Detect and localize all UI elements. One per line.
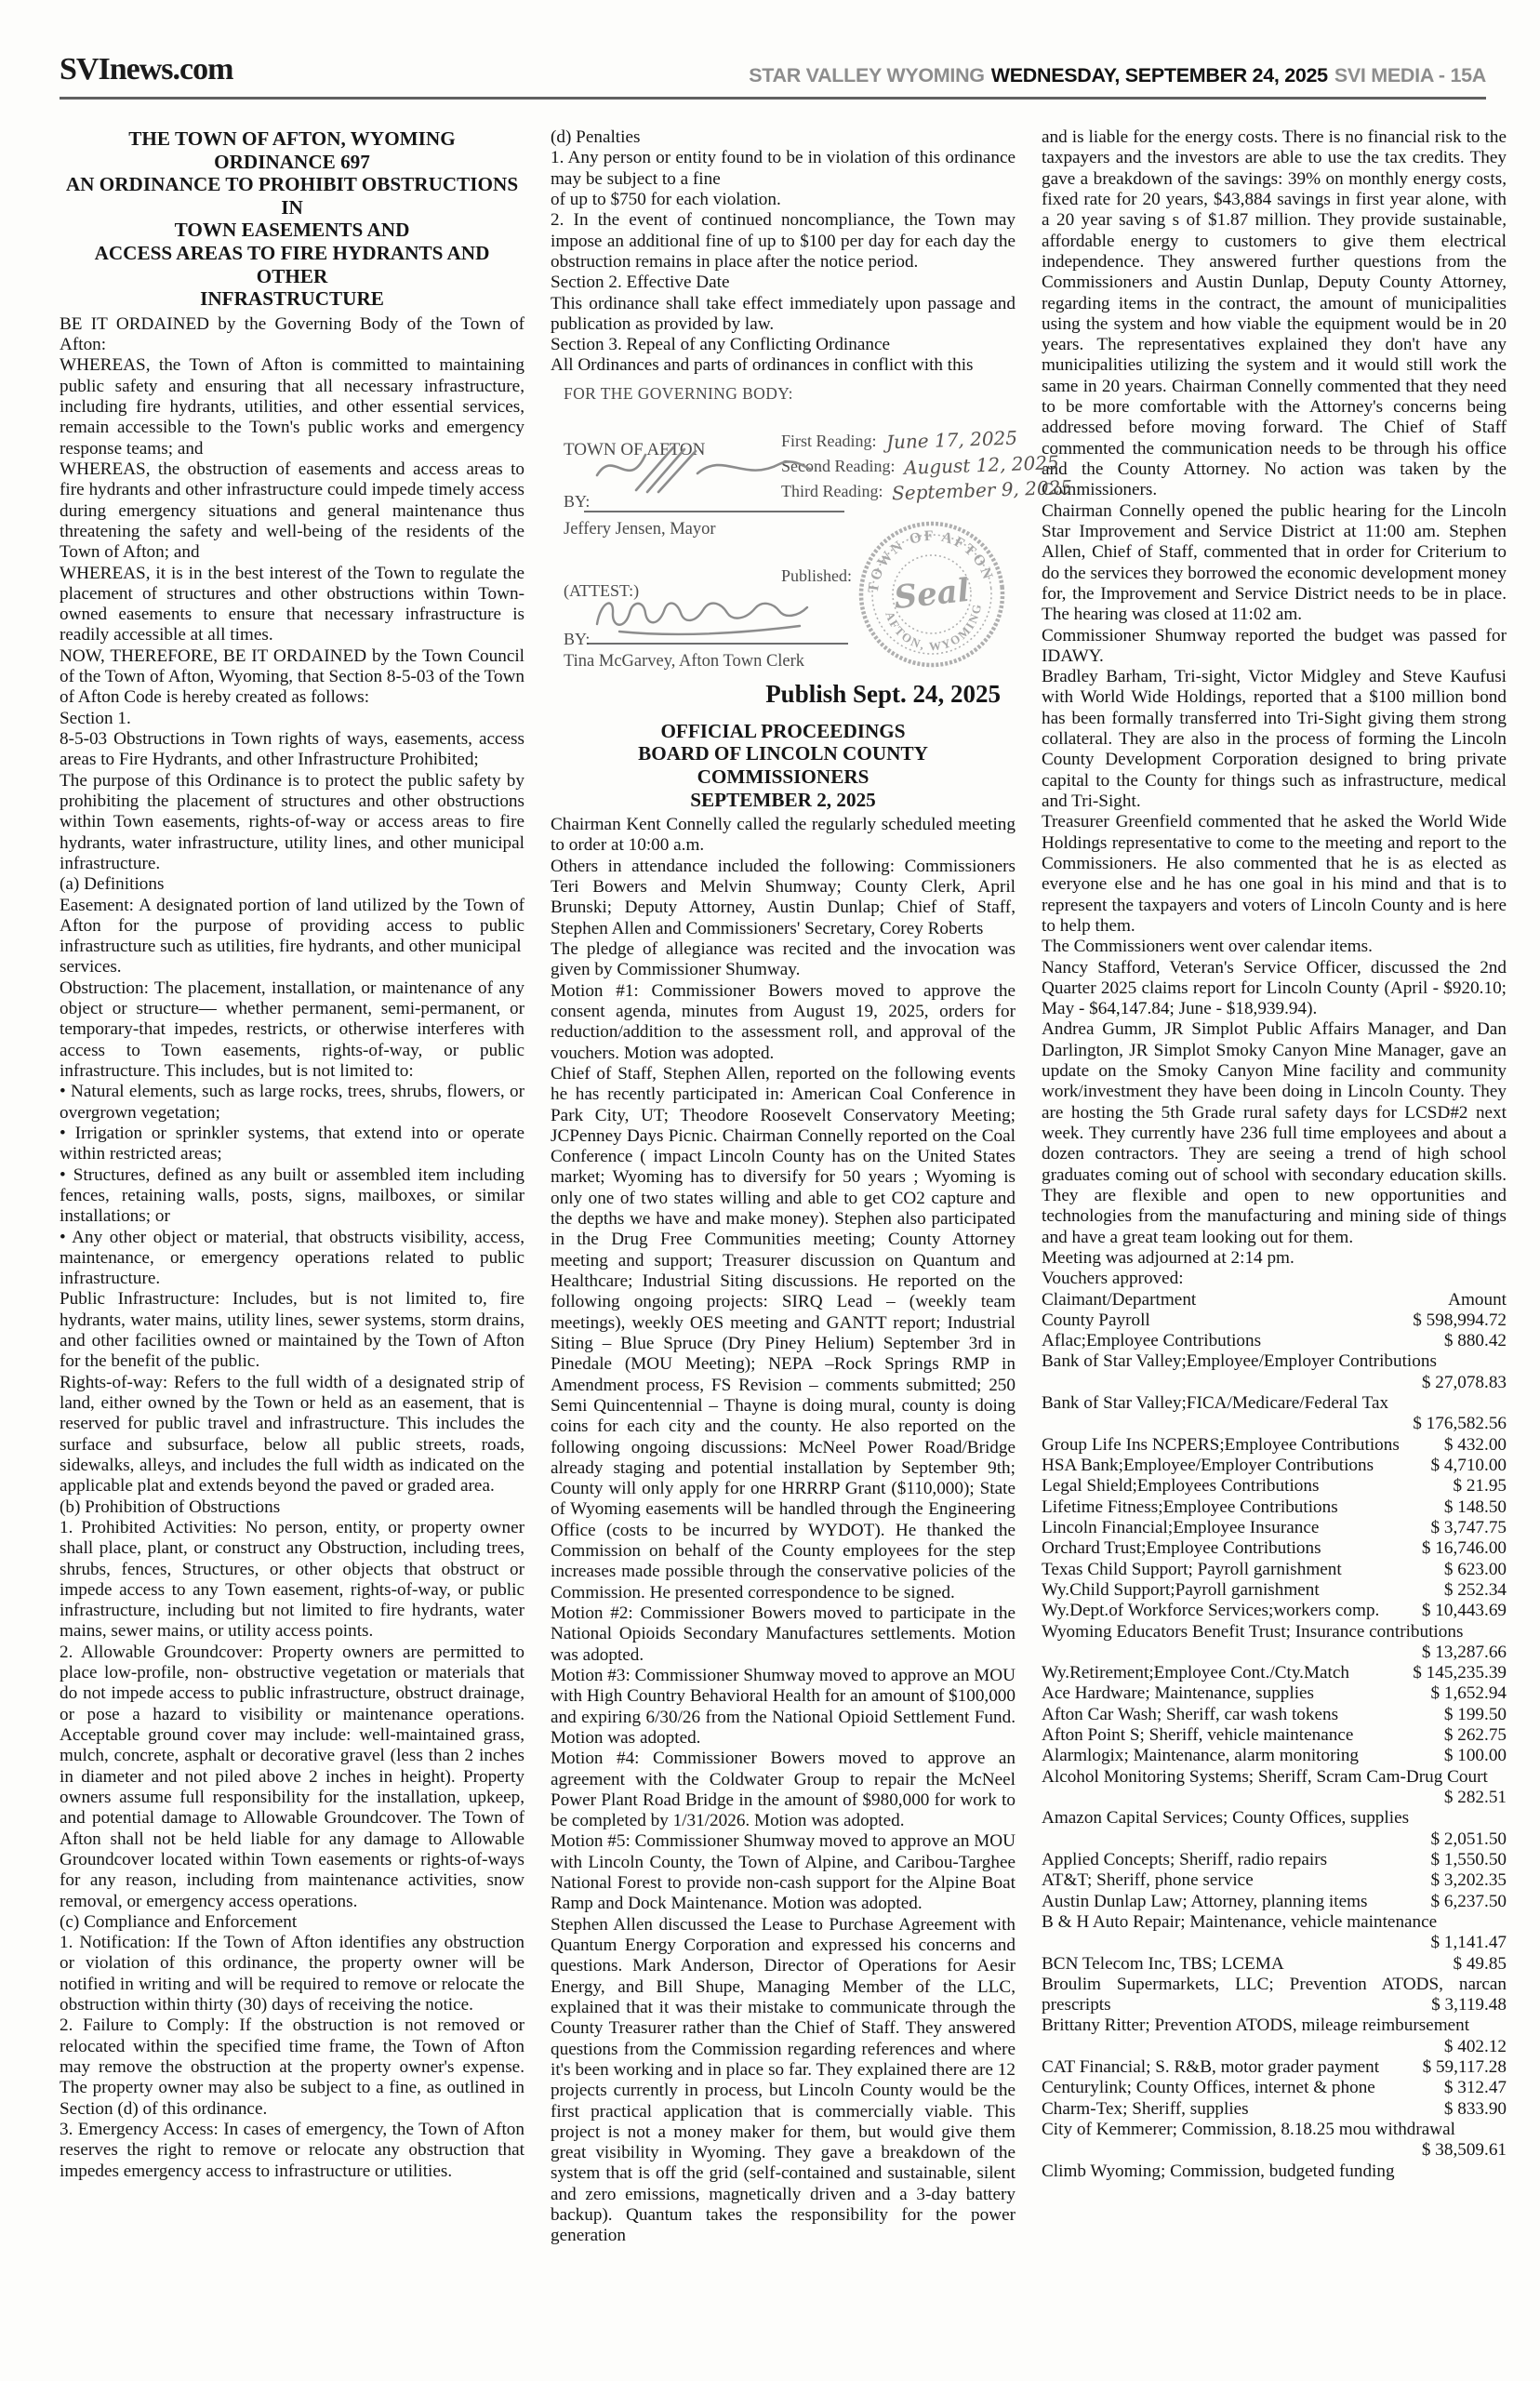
ordinance-paragraph: 2. Failure to Comply: If the obstruction is not removed or relocated within the specified time frame, the Town of Afton may remove the obstruction at the property owner's expense. The property owner may also be subject to a fine, as outlined in Section (d) of this ordinance. [60, 2015, 524, 2119]
ordinance-paragraph: (a) Definitions [60, 874, 165, 895]
voucher-amount: $ 432.00 [1443, 1434, 1507, 1455]
voucher-claimant: City of Kemmerer; Commission, 8.18.25 mou withdrawal [1042, 2120, 1455, 2139]
ordinance-paragraph: Easement: A designated portion of land utilized by the Town of Afton for the purpose of providing access to public infrastructure such as utilities, fire hydrants, and other municipal [60, 895, 524, 957]
proceedings-paragraph: Others in attendance included the following: Commissioners Teri Bowers and Melvin Shumway; County Clerk, April Brunski; Deputy Attorney, Austin Dunlap; Chief of Staff, Stephen Allen and Commissioners' Secretary, Corey Roberts [551, 856, 1016, 938]
proceedings-paragraph: Motion #2: Commissioner Bowers moved to participate in the National Opioids Secondary Manufactures settlements. Motion was adopted. [551, 1603, 1016, 1665]
column-middle [551, 127, 1073, 2247]
voucher-row [1042, 1975, 1507, 2016]
reading-label: Third Reading: [781, 481, 883, 500]
penalties-paragraph: (d) Penalties [551, 127, 641, 147]
mayor-signature-line [584, 511, 844, 512]
ordinance-paragraph: 3. Emergency Access: In cases of emergency, the Town of Afton reserves the right to remove or relocate any obstruction that impedes emergency access to infrastructure or utilities. [60, 2119, 524, 2181]
ordinance-paragraph: WHEREAS, it is in the best interest of the Town to regulate the placement of structures and other obstructions within Town-owned easements to ensure that necessary infrastructure is readily accessible at all times. [60, 563, 524, 645]
voucher-claimant: Alcohol Monitoring Systems; Sheriff, Scram Cam-Drug Court [1042, 1766, 1488, 1787]
voucher-amount: $ 2,051.50 [1430, 1829, 1507, 1849]
reading-row [781, 426, 1073, 454]
voucher-amount: $ 880.42 [1443, 1331, 1507, 1351]
proceedings-paragraph: Motion #4: Commissioner Bowers moved to approve an agreement with the Coldwater Group to repair the McNeel Power Plant Road Bridge in the amount of $980,000 for work to be completed by 1/31/2026. Motion was adopted. [551, 1749, 1016, 1831]
ordinance-paragraph: WHEREAS, the obstruction of easements and access areas to fire hydrants and other infrastructure could impede timely access during emergency situations and general maintenance thus threatening the safety and well-being of the residents of the Town of Afton; and [60, 459, 524, 563]
voucher-claimant: BCN Telecom Inc, TBS; LCEMA [1042, 1953, 1284, 1974]
proceedings-paragraph: Chairman Kent Connelly called the regularly scheduled meeting to order at 10:00 a.m. [551, 815, 1016, 856]
ordinance-body [60, 314, 524, 2182]
penalties-paragraph: 2. In the event of continued noncompliance, the Town may impose an additional fine of up to $100 per day for each day the obstruction remains in place after the notice period. [551, 210, 1016, 272]
ordinance-paragraph: • Any other object or material, that obstructs visibility, access, maintenance, or emergency operations related to public infrastructure. [60, 1227, 524, 1289]
reading-label: First Reading: [781, 431, 877, 450]
voucher-amount: $ 199.50 [1443, 1704, 1507, 1724]
voucher-row [1042, 1705, 1507, 1725]
voucher-claimant: Brittany Ritter; Prevention ATODS, mileage reimbursement [1042, 2015, 1470, 2036]
proceedings-paragraph: Stephen Allen discussed the Lease to Purchase Agreement with Quantum Energy Corporation and expressed his concerns and questions. Mark Anderson, Director of Operations for Aesir Energy, and Bill Shupe, Managing Member of the LLC, explained that it was their mistake to communicate through the County Treasurer rather than the Chief of Staff. They answered questions from the Commission regarding references and where it's been working and in place so far. They explained there are 12 projects currently in process, but Lincoln County would be the first practical application that is commercially viable. This project is not a money maker for them, but would give them great visibility in Wyoming. They gave a breakdown of the system that is off the grid (self-contained and sustainable, silent and zero emissions, magnetically driven and a 3-day battery backup). Quantum takes the responsibility for the power generation [551, 1914, 1016, 2246]
voucher-row [1042, 1456, 1507, 1476]
reading-row [781, 475, 1073, 505]
proceedings-paragraph: Bradley Barham, Tri-sight, Victor Midgley and Steve Kaufusi with World Wide Holdings, reported that a $100 million bond has been formally transferred into Tri-Sight giving them strong collateral. They are also in the process of forming the Lincoln County Development Corporation designed to bring private capital to the County for things such as infrastructure, medical and Tri-Sight. [1042, 667, 1507, 811]
reading-value: June 17, 2025 [885, 426, 1017, 454]
voucher-claimant: HSA Bank;Employee/Employer Contributions [1042, 1456, 1374, 1475]
voucher-row [1042, 1538, 1507, 1559]
proceedings-paragraph: Motion #5: Commissioner Shumway moved to approve an MOU with Lincoln County, the Town of Alpine, and Caribou-Targhee National Forest to provide non-cash support for the Alpine Boat Ramp and Dock Maintenance. Motion was adopted. [551, 1831, 1016, 1914]
voucher-amount: $ 4,710.00 [1430, 1456, 1507, 1475]
voucher-amount: $ 13,287.66 [1421, 1642, 1507, 1662]
mayor-signature-icon [588, 442, 820, 501]
voucher-row [1042, 1393, 1507, 1435]
voucher-amount: $ 176,582.56 [1413, 1414, 1507, 1434]
published-label: Published: [781, 565, 853, 585]
ordinance-paragraph: (b) Prohibition of Obstructions [60, 1496, 281, 1517]
voucher-claimant: Texas Child Support; Payroll garnishment [1042, 1559, 1342, 1579]
voucher-amount: $ 282.51 [1443, 1788, 1507, 1807]
voucher-row [1042, 1663, 1507, 1683]
voucher-amount: $ 623.00 [1443, 1559, 1507, 1579]
voucher-row [1042, 2078, 1507, 2098]
penalties-paragraph: 1. Any person or entity found to be in violation of this ordinance may be subject to a fine [551, 148, 1016, 189]
ordinance-paragraph: 2. Allowable Groundcover: Property owners are permitted to place low-profile, non- obstructive vegetation or materials that do not impede access to public infrastructure, obstruct drainage, or pose a hazard to visibility or maintenance operations. Acceptable ground cover may include: well-maintained grass, mulch, concrete, asphalt or decorative gravel (less than 2 inches in diameter and not piled above 2 inches in height). Property owners assume full responsibility for the installation, upkeep, and potential damage to Allowable Groundcover. The Town of Afton shall not be held liable for any damage to Allowable Groundcover located within Town easements or rights-of-ways for any reason, including from maintenance activities, snow removal, or emergency access operations. [60, 1642, 524, 1911]
page-header [60, 52, 1486, 87]
ordinance-paragraph: The purpose of this Ordinance is to protect the public safety by prohibiting the placement of structures and other obstructions within Town easements, rights-of-way or access areas to fire hydrants, water infrastructure, utility lines, and other municipal infrastructure. [60, 770, 524, 873]
penalties-paragraph: of up to $750 for each violation. [551, 189, 781, 209]
proceedings-paragraph: Motion #1: Commissioner Bowers moved to approve the consent agenda, minutes from August 19, 2025, orders for reduction/addition to the assessment roll, and approval of the vouchers. Motion was adopted. [551, 980, 1016, 1063]
voucher-claimant: AT&T; Sheriff, phone service [1042, 1870, 1254, 1891]
ordinance-title-line: TOWN EASEMENTS AND [174, 219, 410, 242]
voucher-row [1042, 2120, 1507, 2162]
voucher-claimant: Centurylink; County Offices, internet & phone [1042, 2078, 1375, 2098]
ordinance-paragraph: Section 1. [60, 708, 131, 728]
ordinance-paragraph: 8-5-03 Obstructions in Town rights of ways, easements, access areas to Fire Hydrants, and other Infrastructure Prohibited; [60, 729, 524, 770]
ordinance-paragraph: Public Infrastructure: Includes, but is not limited to, fire hydrants, water mains, utility lines, sewer systems, storm drains, and other facilities owned or maintained by the Town of Afton for the benefit of the public. [60, 1289, 524, 1372]
voucher-row [1042, 1746, 1507, 1766]
proceedings-paragraph: Chairman Connelly opened the public hearing for the Lincoln Star Improvement and Service District at 11:00 am. Stephen Allen, Chief of Staff, commented that in order for Criterium to do the services they borrowed the economic development money for, the Improvement and Service District needs to be in place. The hearing was closed at 11:02 am. [1042, 500, 1507, 625]
ordinance-paragraph: services. [60, 957, 122, 978]
ordinance-title-line: INFRASTRUCTURE [200, 287, 384, 311]
seal-bottom-text: AFTON, WYOMING [883, 601, 985, 654]
voucher-claimant: Ace Hardware; Maintenance, supplies [1042, 1683, 1315, 1704]
voucher-row [1042, 1892, 1507, 1912]
voucher-claimant: Afton Car Wash; Sheriff, car wash tokens [1042, 1704, 1339, 1724]
voucher-row [1042, 1476, 1507, 1496]
proceedings-paragraph: Motion #3: Commissioner Shumway moved to approve an MOU with High Country Behavioral Health for an amount of $100,000 and expiring 6/30/26 from the National Opioid Settlement Fund. Motion was adopted. [551, 1665, 1016, 1748]
proceedings-paragraph: Meeting was adjourned at 2:14 pm. [1042, 1247, 1294, 1268]
voucher-amount: $ 145,235.39 [1413, 1663, 1507, 1683]
attest-label: (ATTEST:) [564, 580, 640, 600]
voucher-claimant: Lincoln Financial;Employee Insurance [1042, 1517, 1320, 1537]
voucher-amount: $ 16,746.00 [1421, 1538, 1507, 1559]
voucher-claimant: County Payroll [1042, 1310, 1150, 1330]
voucher-claimant: Applied Concepts; Sheriff, radio repairs [1042, 1849, 1328, 1869]
voucher-claimant: Afton Point S; Sheriff, vehicle maintenance [1042, 1725, 1354, 1746]
proceedings-paragraph: The pledge of allegiance was recited and the invocation was given by Commissioner Shumway. [551, 939, 1016, 980]
voucher-claimant: Legal Shield;Employees Contributions [1042, 1476, 1320, 1496]
voucher-row [1042, 2099, 1507, 2120]
voucher-row [1042, 1310, 1507, 1331]
voucher-amount: $ 3,119.48 [1431, 1995, 1507, 2015]
voucher-row [1042, 1518, 1507, 1538]
voucher-amount: $ 59,117.28 [1422, 2057, 1507, 2078]
voucher-row [1042, 1683, 1507, 1704]
proceedings-paragraph: Treasurer Greenfield commented that he asked the World Wide Holdings representative to come to the meeting and report to the Commissioners. He also commented that he is as elected as everyone else and he has one goal in his mind and that is to represent the taxpayers and voters of Lincoln County and is here to help them. [1042, 812, 1507, 936]
voucher-claimant: Wy.Retirement;Employee Cont./Cty.Match [1042, 1663, 1350, 1683]
voucher-claimant: Lifetime Fitness;Employee Contributions [1042, 1496, 1338, 1517]
voucher-claimant: Alarmlogix; Maintenance, alarm monitoring [1042, 1746, 1360, 1766]
voucher-claimant: Broulim Supermarkets, LLC; Prevention ATODS, narcan prescripts [1042, 1974, 1507, 2015]
proceedings-paragraph: Nancy Stafford, Veteran's Service Officer, discussed the 2nd Quarter 2025 claims report for Lincoln County (April - $920.10; May - $64,147.84; June - $18,939.94). [1042, 957, 1507, 1019]
ordinance-paragraph: NOW, THEREFORE, BE IT ORDAINED by the Town Council of the Town of Afton, Wyoming, that Section 8-5-03 of the Town of Afton Code is hereby created as follows: [60, 645, 524, 708]
voucher-header-name: Claimant/Department [1042, 1289, 1197, 1310]
seal-center-text: Seal [892, 571, 972, 617]
voucher-claimant: Wy.Child Support;Payroll garnishment [1042, 1579, 1320, 1600]
ordinance-paragraph: 1. Prohibited Activities: No person, entity, or property owner shall place, plant, or construct any Obstruction, including trees, shrubs, fences, Structures, or other objects that obstruct or impede access to any Town easement, rights-of-way, or public infrastructure, including but not limited to fire hydrants, water mains, sewer mains, or utility access points. [60, 1517, 524, 1642]
voucher-row [1042, 1497, 1507, 1518]
voucher-row [1042, 1912, 1507, 1954]
proceedings-paragraph: Andrea Gumm, JR Simplot Public Affairs Manager, and Dan Darlington, JR Simplot Smoky Canyon Mine Manager, gave an update on the Smoky Canyon Mine facility and community work/investment they have been doing in Lincoln County. They are hosting the 5th Grade rural safety days for LCSD#2 next week. They currently have 236 full time employees and about a dozen contractors. They are seeing a trend of high school graduates coming out of school with secondary education skills. They are flexible and open to new opportunities and technologies from the manufacturing and mining side of things and have a great team looking out for them. [1042, 1019, 1507, 1247]
voucher-row [1042, 1808, 1507, 1850]
voucher-row [1042, 1601, 1507, 1621]
columns [60, 127, 1507, 2247]
proceedings-title [551, 720, 1016, 811]
voucher-row [1042, 1870, 1507, 1891]
voucher-amount: $ 1,550.50 [1430, 1849, 1507, 1869]
seal-top-text: TOWN OF AFTON [865, 527, 997, 594]
voucher-amount [1499, 2162, 1507, 2182]
voucher-claimant: Wyoming Educators Benefit Trust; Insurance contributions [1042, 1621, 1464, 1642]
voucher-row [1042, 1954, 1507, 1975]
voucher-list [1042, 1310, 1507, 2182]
ordinance-title-line: ORDINANCE 697 [214, 150, 370, 173]
by-label-mayor: BY: [564, 491, 591, 511]
voucher-amount: $ 252.34 [1443, 1579, 1507, 1600]
voucher-claimant: Wy.Dept.of Workforce Services;workers comp. [1042, 1601, 1380, 1621]
reading-row [781, 450, 1073, 479]
clerk-name: Tina McGarvey, Afton Town Clerk [564, 651, 805, 671]
proceedings-paragraph: and is liable for the energy costs. There is no financial risk to the taxpayers and the investors are able to use the tax credits. They gave a breakdown of the savings: 39% on monthly energy costs, fixed rate for 20 years, $43,884 savings in first year alone, with a 20 year saving s of $1.87 million. They provide sustainable, affordable energy to customers to give them electrical independence. They answered further questions from the Commissioners and Austin Dunlap, Deputy County Attorney, regarding items in the contract, the amount of municipalities using the system and how viable the equipment would be in 20 years. The representatives explained they don't have any municipalities utilizing the system and it would still work the same in 20 years. Chairman Connelly commented that they need to be more comfortable with the Attorney's concerns being addressed before moving forward. The Chief of Staff commented the communication needs to be through his office and the County Attorney. No action was taken by the Commissioners. [1042, 127, 1507, 500]
proceedings-paragraph: The Commissioners went over calendar items. [1042, 937, 1373, 957]
issue-date: WEDNESDAY, SEPTEMBER 24, 2025 [990, 64, 1328, 86]
voucher-amount: $ 1,141.47 [1430, 1933, 1507, 1953]
voucher-claimant: B & H Auto Repair; Maintenance, vehicle maintenance [1042, 1911, 1438, 1932]
proceedings-paragraph: Commissioner Shumway reported the budget was passed for IDAWY. [1042, 625, 1507, 666]
voucher-claimant: Amazon Capital Services; County Offices, supplies [1042, 1808, 1410, 1829]
issue-location: STAR VALLEY WYOMING [749, 64, 985, 86]
ordinance-paragraph: BE IT ORDAINED by the Governing Body of the Town of Afton: [60, 313, 524, 355]
header-divider [60, 97, 1486, 100]
voucher-amount: $ 100.00 [1443, 1746, 1507, 1766]
by-label-clerk: BY: [564, 629, 591, 648]
governing-body-label: FOR THE GOVERNING BODY: [564, 383, 793, 403]
issue-line [742, 64, 1486, 87]
ordinance-title-line: THE TOWN OF AFTON, WYOMING [128, 127, 456, 150]
voucher-amount: $ 27,078.83 [1421, 1372, 1507, 1392]
reading-label: Second Reading: [781, 456, 896, 475]
voucher-row [1042, 2015, 1507, 2057]
voucher-row [1042, 1435, 1507, 1456]
column-ordinance [60, 127, 524, 2247]
mayor-name: Jeffery Jensen, Mayor [564, 519, 716, 539]
masthead-logo: SVInews.com [60, 52, 233, 86]
proceedings-body-col2 [551, 815, 1016, 2247]
proceedings-title-line: SEPTEMBER 2, 2025 [690, 788, 876, 811]
penalties-paragraph: All Ordinances and parts of ordinances in conflict with this [551, 355, 974, 376]
voucher-claimant: Orchard Trust;Employee Contributions [1042, 1538, 1321, 1559]
voucher-amount: $ 38,509.61 [1421, 2140, 1507, 2161]
ordinance-title-line: AN ORDINANCE TO PROHIBIT OBSTRUCTIONS IN [65, 173, 519, 219]
clerk-signature-icon [591, 589, 824, 641]
penalties-paragraph: This ordinance shall take effect immediately upon passage and publication as provided by law. [551, 293, 1016, 334]
voucher-amount: $ 312.47 [1443, 2078, 1507, 2098]
voucher-claimant: CAT Financial; S. R&B, motor grader payment [1042, 2057, 1380, 2078]
voucher-row [1042, 1351, 1507, 1393]
voucher-row [1042, 2162, 1507, 2182]
voucher-amount: $ 49.85 [1453, 1953, 1507, 1974]
ordinance-title [60, 127, 524, 311]
voucher-header-row [1042, 1290, 1507, 1310]
reading-value: August 12, 2025 [904, 450, 1060, 479]
voucher-row [1042, 1331, 1507, 1351]
proceedings-paragraph: Chief of Staff, Stephen Allen, reported on the following events he has recently participated in: American Coal Conference in Park City, UT; Theodore Roosevelt Conservatory Meeting; JCPenney Days Picnic. Chairman Connelly reported on the Coal Conference ( impact Lincoln County has on the United States market; Wyoming has to diversify for 50 years ; Wyoming is only one of two states willing and able to get CO2 capture and the depths we have and make money). Stephen also participated in the Drug Free Communities meeting; County Attorney meeting and support; Treasurer discussion on Quantum and Healthcare; Industrial Siting discussions. He reported on the following ongoing projects: SIRQ Lead – (weekly team meetings), weekly OES meeting and GANTT report; Industrial Siting – Blue Spruce (Dry Piney Helium) September 3rd in Pinedale (MOU Meeting); NEPA –Rock Springs RMP in Amendment process, FS Revision – comments submitted; 250 Semi Quincentennial – Thayne is doing mural, county is doing coins for each city and the county. He also reported on the following ongoing discussions: McNeel Power Road/Bridge already staging and potential installation by September 9th; County will only apply for one HRRRP Grant ($110,000); State of Wyoming easements will be handled through the Engineering Office (costs to be incurred by WYDOT). He thanked the Commission on behalf of the County employees for the step increases made possible through the conservative policies of the Commission. He presented correspondence to be signed. [551, 1063, 1016, 1603]
signature-block [551, 380, 1073, 672]
voucher-row [1042, 1580, 1507, 1601]
clerk-signature-line [588, 643, 848, 645]
reading-dates [781, 426, 1073, 505]
penalties-body [551, 127, 1016, 377]
voucher-claimant: Group Life Ins NCPERS;Employee Contributions [1042, 1434, 1400, 1455]
voucher-amount: $ 598,994.72 [1413, 1310, 1507, 1330]
voucher-claimant: Bank of Star Valley;Employee/Employer Contributions [1042, 1351, 1437, 1372]
voucher-row [1042, 1560, 1507, 1580]
penalties-paragraph: Section 2. Effective Date [551, 273, 730, 293]
ordinance-paragraph: Rights-of-way: Refers to the full width of a designated strip of land, either owned by the Town or held as an easement, that is reserved for public travel and infrastructure. This includes the surface and subsurface, below all public streets, roads, sidewalks, alleys, and includes the full width as indicated on the applicable plat and extends beyond the paved or graded area. [60, 1372, 524, 1496]
voucher-amount: $ 262.75 [1443, 1725, 1507, 1746]
reading-value: September 9, 2025 [892, 475, 1073, 505]
voucher-amount: $ 1,652.94 [1430, 1683, 1507, 1704]
voucher-amount: $ 21.95 [1453, 1476, 1507, 1496]
voucher-row [1042, 2057, 1507, 2078]
voucher-amount: $ 402.12 [1443, 2036, 1507, 2056]
voucher-claimant: Aflac;Employee Contributions [1042, 1331, 1262, 1351]
ordinance-paragraph: Obstruction: The placement, installation, or maintenance of any object or structure— whether permanent, semi-permanent, or temporary-that impedes, restricts, or otherwise interferes with access to Town easements, rights-of-way, or public infrastructure. This includes, but is not limited to: [60, 978, 524, 1081]
ordinance-paragraph: • Structures, defined as any built or assembled item including fences, retaining walls, posts, signs, mailboxes, or similar installations; or [60, 1164, 524, 1227]
penalties-paragraph: Section 3. Repeal of any Conflicting Ordinance [551, 335, 890, 355]
column-right [1042, 127, 1507, 2247]
ordinance-paragraph: WHEREAS, the Town of Afton is committed to maintaining public safety and ensuring that all necessary infrastructure, including fire hydrants, utilities, and other essential services, remain accessible to the Town's public works and emergency response teams; and [60, 355, 524, 459]
voucher-row [1042, 1850, 1507, 1870]
publish-line: Publish Sept. 24, 2025 [765, 679, 1001, 708]
voucher-header-amount: Amount [1448, 1289, 1507, 1310]
voucher-row [1042, 1767, 1507, 1809]
proceedings-body-col3 [1042, 127, 1507, 1290]
ordinance-paragraph: • Irrigation or sprinkler systems, that extend into or operate within restricted areas; [60, 1123, 524, 1164]
ordinance-paragraph: (c) Compliance and Enforcement [60, 1911, 298, 1932]
voucher-claimant: Charm-Tex; Sheriff, supplies [1042, 2098, 1249, 2119]
proceedings-paragraph: Vouchers approved: [1042, 1269, 1184, 1289]
issue-edition: SVI MEDIA - 15A [1334, 64, 1486, 86]
voucher-amount: $ 833.90 [1443, 2098, 1507, 2119]
proceedings-title-line: OFFICIAL PROCEEDINGS [660, 719, 906, 742]
ordinance-title-line: ACCESS AREAS TO FIRE HYDRANTS AND OTHER [94, 241, 490, 287]
ordinance-paragraph: • Natural elements, such as large rocks, trees, shrubs, flowers, or overgrown vegetation; [60, 1082, 524, 1123]
voucher-row [1042, 1622, 1507, 1664]
voucher-claimant: Climb Wyoming; Commission, budgeted funding [1042, 2161, 1395, 2181]
voucher-amount: $ 148.50 [1443, 1496, 1507, 1517]
ordinance-paragraph: 1. Notification: If the Town of Afton identifies any obstruction or violation of this ordinance, the property owner will be notified in writing and will be required to remove or relocate the obstruction within thirty (30) days of receiving the notice. [60, 1933, 524, 2015]
voucher-amount: $ 6,237.50 [1430, 1891, 1507, 1911]
voucher-claimant: Austin Dunlap Law; Attorney, planning items [1042, 1891, 1368, 1911]
voucher-claimant: Bank of Star Valley;FICA/Medicare/Federal Tax [1042, 1393, 1389, 1414]
voucher-row [1042, 1725, 1507, 1746]
town-seal-icon [850, 512, 1014, 676]
voucher-amount: $ 3,202.35 [1430, 1870, 1507, 1891]
proceedings-title-line: BOARD OF LINCOLN COUNTY COMMISSIONERS [638, 742, 928, 788]
voucher-amount: $ 10,443.69 [1421, 1601, 1507, 1621]
voucher-amount: $ 3,747.75 [1430, 1517, 1507, 1537]
town-label: TOWN OF AFTON [564, 439, 706, 459]
